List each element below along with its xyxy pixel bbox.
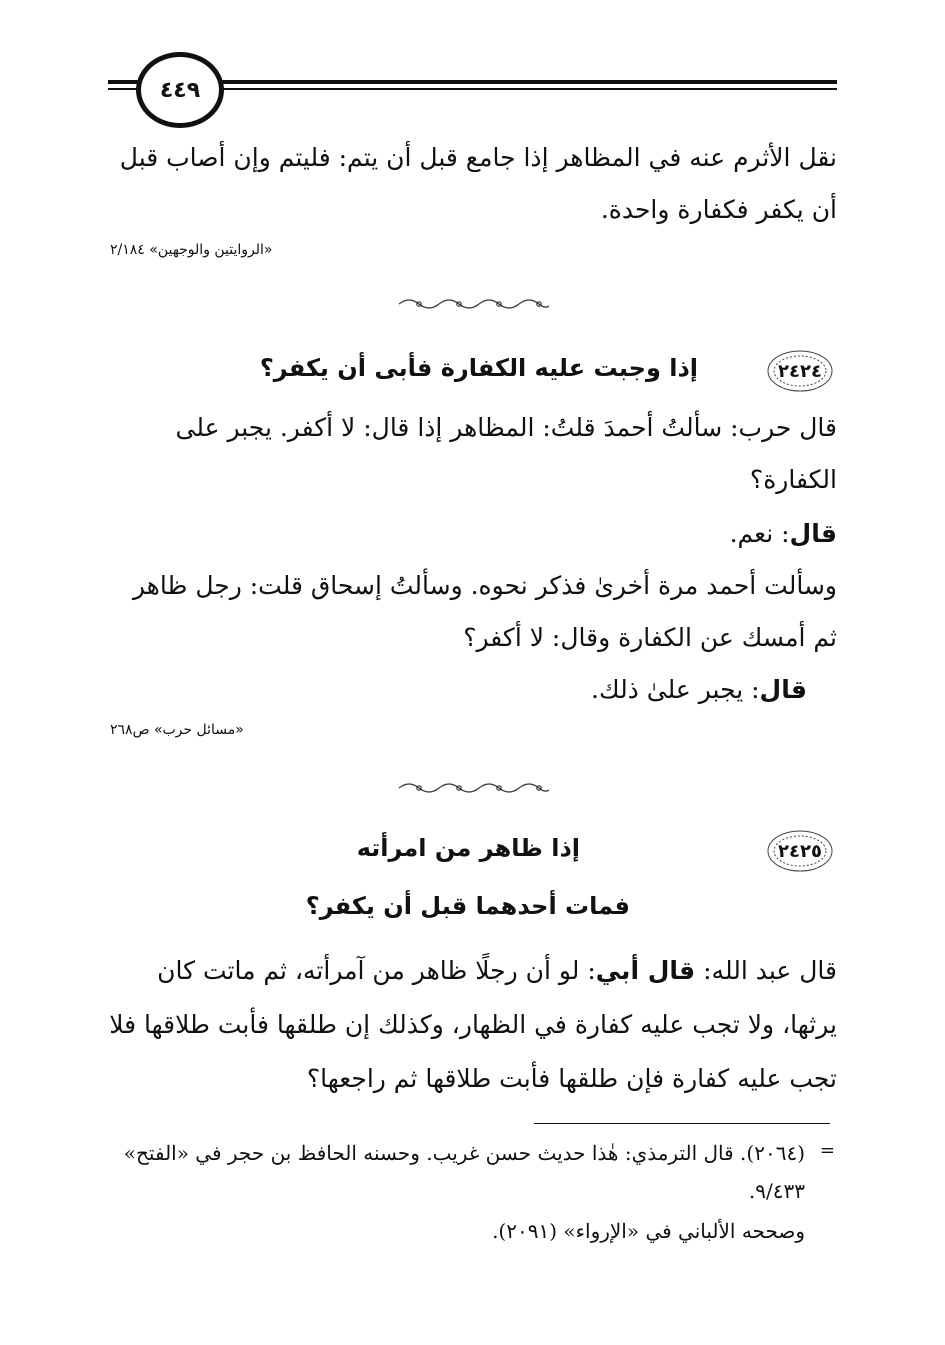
- ornament-divider: [395, 780, 551, 796]
- answer-line: [105, 508, 837, 560]
- ornament-divider: [395, 296, 551, 312]
- paragraph-bold: قال أبي: [595, 956, 696, 985]
- issue-paragraph: قال حرب: سألتُ أحمدَ قلتُ: المظاهر إذا قال: لا أكفر. يجبر على الكفارة؟: [175, 413, 837, 494]
- issue-title: إذا وجبت عليه الكفارة فأبى أن يكفر؟: [259, 354, 698, 382]
- issue-source: «مسائل حرب» ص٢٦٨: [110, 722, 244, 738]
- issue-title-line2: فمات أحدهما قبل أن يكفر؟: [305, 892, 630, 920]
- footnote-rule: [534, 1123, 830, 1124]
- answer-text: : يجبر علىٰ ذلك.: [591, 675, 760, 704]
- issue-number-badge: [765, 828, 835, 874]
- issue-paragraph: [105, 944, 837, 1106]
- answer-label: قال: [759, 675, 807, 704]
- footnote-text: وصححه الألباني في «الإرواء» (٢٠٩١).: [492, 1219, 805, 1243]
- issue-number-badge: [765, 348, 835, 394]
- issue-number: ٢٤٢٥: [778, 840, 822, 862]
- paragraph-rest: : لو أن رجلًا ظاهر من آمرأته، ثم ماتت كان يرثها، ولا تجب عليه كفارة في الظهار، وكذلك إن طلقها فأبت طلاقها فلا تجب عليه كفارة فإن طلقها فأبت طلاقها ثم راجعها؟: [109, 956, 837, 1093]
- answer-text: : نعم.: [729, 519, 790, 548]
- issue-title-line1: إذا ظاهر من امرأته: [356, 834, 580, 862]
- issue-number: ٢٤٢٤: [778, 360, 822, 382]
- footnote-continuation-marker: =: [819, 1140, 835, 1161]
- answer-label: قال: [789, 519, 837, 548]
- intro-paragraph: نقل الأثرم عنه في المظاهر إذا جامع قبل أن يتم: فليتم وإن أصاب قبل أن يكفر فكفارة واحدة.: [119, 143, 837, 224]
- footnote-text: (٢٠٦٤). قال الترمذي: هٰذا حديث حسن غريب. وحسنه الحافظ بن حجر في «الفتح» ٩/٤٣٣.: [123, 1141, 805, 1203]
- paragraph-start: قال عبد الله:: [695, 956, 837, 985]
- intro-source: «الروايتين والوجهين» ٢/١٨٤: [110, 242, 273, 258]
- page-number: ٤٤٩: [159, 77, 201, 103]
- issue-paragraph: وسألت أحمد مرة أخرىٰ فذكر نحوه. وسألتُ إسحاق قلت: رجل ظاهر ثم أمسك عن الكفارة وقال: لا أكفر؟: [132, 571, 837, 652]
- page-number-badge: [136, 52, 224, 128]
- answer-line: [105, 664, 807, 716]
